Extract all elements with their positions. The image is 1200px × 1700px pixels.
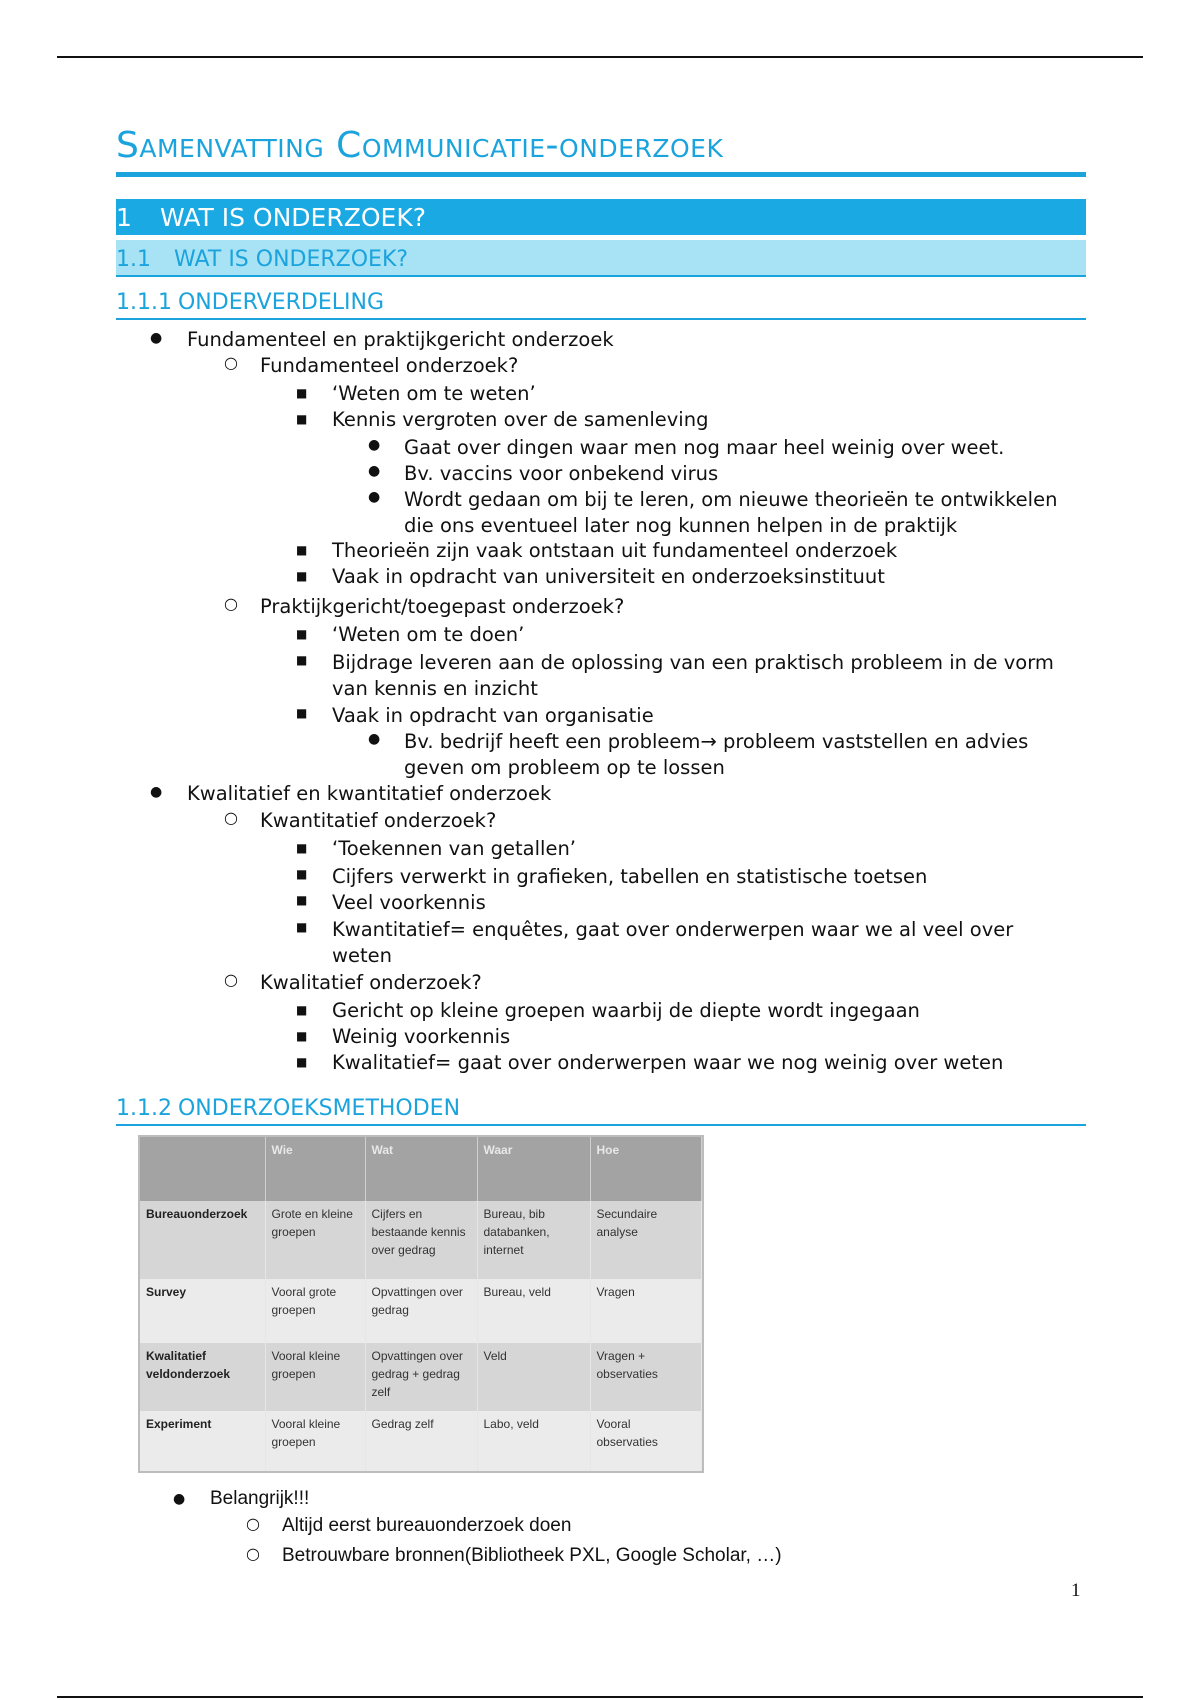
list-item: ‘Weten om te doen’ [332,623,525,646]
table-cell: Labo, veld [477,1411,590,1471]
table-cell: Vragen [590,1279,702,1343]
table-cell: Vooral grote groepen [265,1279,365,1343]
bullet-square-icon: ■ [296,627,308,641]
table-cell: Vooral observaties [590,1411,702,1471]
table-cell: Vragen + observaties [590,1343,702,1411]
table-header-cell: Waar [477,1137,590,1201]
list-item-continuation: van kennis en inzicht [332,677,538,700]
heading-2 [116,240,1086,277]
bullet-square-icon: ■ [296,543,308,557]
table-cell: Opvattingen over gedrag + gedrag zelf [365,1343,477,1411]
bullet-circle-icon: ○ [246,1514,260,1533]
page-number: 1 [1071,1580,1081,1601]
table-header-cell: Hoe [590,1137,702,1201]
bullet-square-icon: ■ [296,1055,308,1069]
header-rule [57,56,1143,58]
table-row-header: Experiment [140,1411,265,1471]
bullet-circle-icon: ○ [224,594,238,613]
table-cell: Opvattingen over gedrag [365,1279,477,1343]
heading-3-number: 1.1.1 [116,290,172,315]
bullet-square-icon: ■ [296,1029,308,1043]
table-cell: Secundaire analyse [590,1201,702,1279]
table-row-header: Survey [140,1279,265,1343]
list-item: Bv. vaccins voor onbekend virus [404,462,719,485]
list-item: Gericht op kleine groepen waarbij de diepte wordt ingegaan [332,999,920,1022]
heading-3-text: ONDERVERDELING [177,290,385,315]
bullet-disc-icon: ● [368,489,381,505]
list-item: Praktijkgericht/toegepast onderzoek? [260,595,625,618]
bullet-circle-icon: ○ [246,1544,260,1563]
bullet-circle-icon: ○ [224,353,238,372]
list-item: Wordt gedaan om bij te leren, om nieuwe theorieën te ontwikkelen [404,488,1058,511]
heading-1 [116,199,1086,235]
bullet-disc-icon: ● [150,330,163,346]
bullet-disc-icon: ● [368,437,381,453]
list-item: Fundamenteel en praktijkgericht onderzoek [187,328,614,351]
heading-3-number: 1.1.2 [116,1096,172,1121]
list-item: Veel voorkennis [332,891,486,914]
table-row [140,1411,702,1471]
list-item: Weinig voorkennis [332,1025,511,1048]
bullet-square-icon: ■ [296,893,308,907]
table-header-cell: Wat [365,1137,477,1201]
bullet-circle-icon: ○ [224,970,238,989]
list-item: Bv. bedrijf heeft een probleem→ probleem vaststellen en advies [404,730,1029,753]
bullet-square-icon: ■ [296,386,308,400]
list-item: Belangrijk!!! [210,1488,310,1509]
table-cell: Bureau, bib databanken, internet [477,1201,590,1279]
bullet-square-icon: ■ [296,569,308,583]
list-item: Kwalitatief onderzoek? [260,971,482,994]
table-cell: Gedrag zelf [365,1411,477,1471]
list-item: ‘Weten om te weten’ [332,382,536,405]
table-cell: Bureau, veld [477,1279,590,1343]
table-row-header: Kwalitatief veldonderzoek [140,1343,265,1411]
list-item: Kwantitatief= enquêtes, gaat over onderwerpen waar we al veel over [332,918,1014,941]
heading-3-text: ONDERZOEKSMETHODEN [177,1096,461,1121]
list-item: Kwalitatief= gaat over onderwerpen waar we nog weinig over weten [332,1051,1004,1074]
bullet-circle-icon: ○ [224,808,238,827]
table-cell: Grote en kleine groepen [265,1201,365,1279]
document-title: Samenvatting Communicatie-onderzoek [116,125,1086,177]
table-row [140,1279,702,1343]
list-item-continuation: weten [332,944,392,967]
table-cell: Vooral kleine groepen [265,1411,365,1471]
bullet-square-icon: ■ [296,653,308,667]
table-row [140,1343,702,1411]
methods-table [138,1135,704,1473]
list-item: Theorieën zijn vaak ontstaan uit fundamenteel onderzoek [332,539,898,562]
footer-rule [57,1696,1143,1698]
list-item-continuation: die ons eventueel later nog kunnen helpen in de praktijk [404,514,958,537]
bullet-square-icon: ■ [296,867,308,881]
heading-2-text: WAT IS ONDERZOEK? [174,247,409,272]
list-item-continuation: geven om probleem op te lossen [404,756,725,779]
list-item: Kwantitatief onderzoek? [260,809,497,832]
heading-3-onderzoeksmethoden [116,1094,1086,1126]
list-item: Gaat over dingen waar men nog maar heel weinig over weet. [404,436,1005,459]
list-item: Fundamenteel onderzoek? [260,354,519,377]
list-item: Vaak in opdracht van organisatie [332,704,654,727]
table-cell: Veld [477,1343,590,1411]
list-item: ‘Toekennen van getallen’ [332,837,576,860]
heading-3-onderverdeling [116,288,1086,320]
bullet-square-icon: ■ [296,412,308,426]
heading-1-number: 1 [116,203,132,232]
table-header-cell [140,1137,265,1201]
bullet-disc-icon: ● [368,731,381,747]
bullet-square-icon: ■ [296,1003,308,1017]
bullet-disc-icon: ● [173,1491,186,1507]
list-item: Kwalitatief en kwantitatief onderzoek [187,782,552,805]
list-item: Vaak in opdracht van universiteit en onderzoeksinstituut [332,565,885,588]
list-item: Cijfers verwerkt in grafieken, tabellen en statistische toetsen [332,865,928,888]
table-cell: Vooral kleine groepen [265,1343,365,1411]
bullet-square-icon: ■ [296,841,308,855]
table-header-row [140,1137,702,1201]
table-row [140,1201,702,1279]
list-item: Betrouwbare bronnen(Bibliotheek PXL, Google Scholar, …) [282,1545,782,1566]
list-item: Altijd eerst bureauonderzoek doen [282,1515,572,1536]
bullet-disc-icon: ● [368,463,381,479]
bullet-disc-icon: ● [150,784,163,800]
table-row-header: Bureauonderzoek [140,1201,265,1279]
list-item: Kennis vergroten over de samenleving [332,408,709,431]
bullet-square-icon: ■ [296,920,308,934]
heading-1-text: WAT IS ONDERZOEK? [160,203,426,232]
table-header-cell: Wie [265,1137,365,1201]
heading-2-number: 1.1 [116,247,151,272]
table-cell: Cijfers en bestaande kennis over gedrag [365,1201,477,1279]
bullet-square-icon: ■ [296,706,308,720]
list-item: Bijdrage leveren aan de oplossing van een praktisch probleem in de vorm [332,651,1054,674]
